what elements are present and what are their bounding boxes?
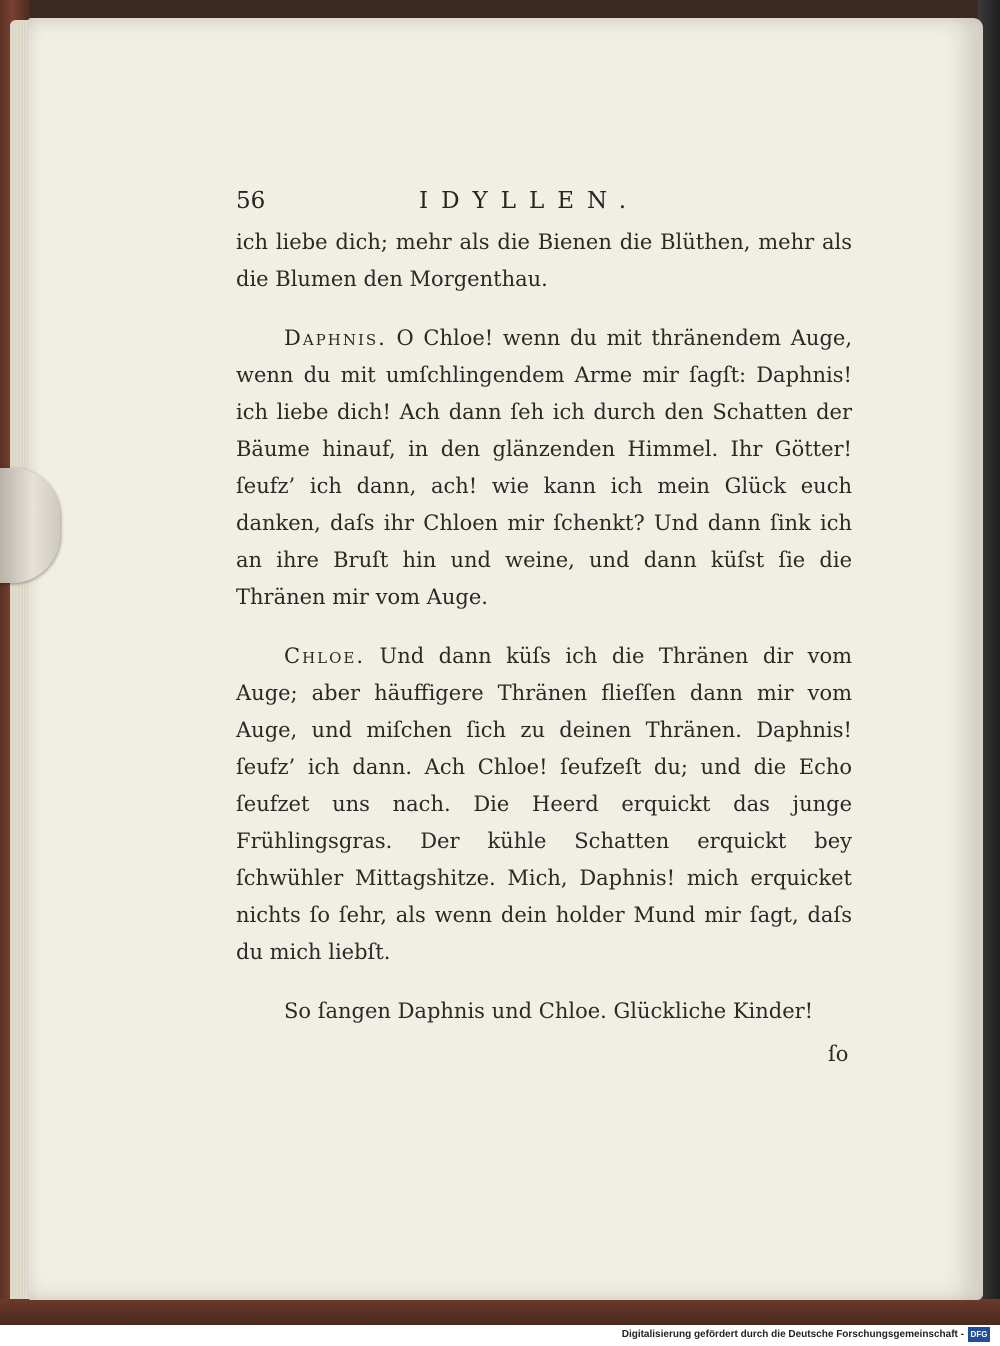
paragraph	[236, 320, 852, 616]
paragraph-text: O Chloe! wenn du mit thränendem Auge, wenn du mit umſchlingendem Arme mir ſagſt: Daphnis! ich liebe dich! Ach dann ſeh ich durch den Schatten der Bäume hinauf, in den glänzenden Himmel. Ihr Götter! ſeufz’ ich dann, ach! wie kann ich mein Glück euch danken, daſs ihr Chloen mir ſchenkt? Und dann ſink ich an ihre Bruſt hin und weine, und dann küſst ſie die Thränen mir vom Auge.	[236, 326, 852, 609]
paragraph-text: ich liebe dich; mehr als die Bienen die Blüthen, mehr als die Blumen den Morgenthau.	[236, 230, 852, 291]
paragraph-text: So ſangen Daphnis und Chloe. Glückliche Kinder!	[284, 999, 814, 1023]
digitization-credit: Digitalisierung gefördert durch die Deutsche Forschungsgemeinschaft -	[621, 1329, 964, 1340]
speaker-name: Chloe.	[284, 644, 366, 668]
speaker-name: Daphnis.	[284, 326, 387, 350]
page-header	[236, 188, 666, 224]
paragraph	[236, 224, 852, 298]
paragraph-text: Und dann küſs ich die Thränen dir vom Auge; aber häuffigere Thränen flieſſen dann mir vom Auge, und miſchen ſich zu deinen Thränen. Daphnis! ſeufz’ ich dann. Ach Chloe! ſeufzeſt du; und die Echo ſeufzet uns nach. Die Heerd erquickt das junge Frühlingsgras. Der kühle Schatten erquickt bey ſchwühler Mittagshitze. Mich, Daphnis! mich erquicket nichts ſo ſehr, als wenn dein holder Mund mir ſagt, daſs du mich liebſt.	[236, 644, 852, 964]
book-cover-bottom	[0, 1299, 1000, 1325]
body-text	[236, 224, 852, 1030]
paragraph	[236, 993, 852, 1030]
catchword: ſo	[828, 1042, 849, 1066]
running-title: IDYLLEN.	[419, 188, 640, 214]
page-number: 56	[236, 188, 266, 214]
dfg-logo: DFG	[968, 1327, 990, 1342]
paragraph	[236, 638, 852, 971]
